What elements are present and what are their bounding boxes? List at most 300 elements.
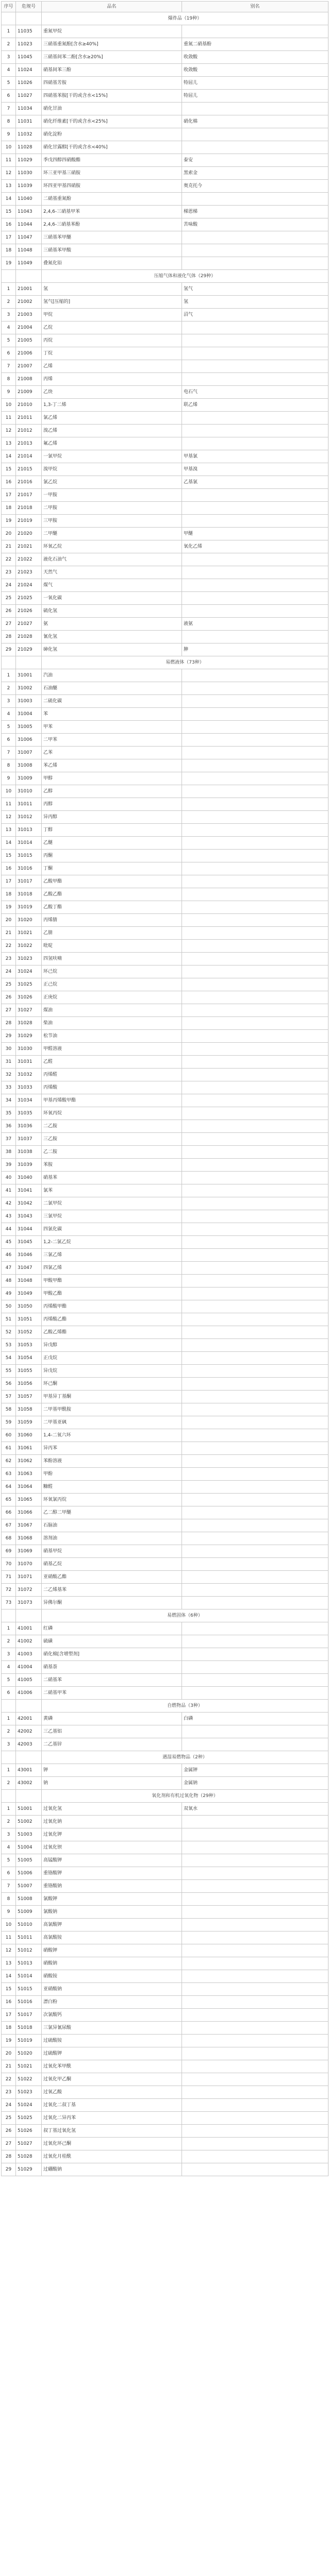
row-alias [182,1674,328,1687]
row-code: 31059 [16,1416,42,1429]
row-alias [182,1262,328,1275]
row-index: 21 [2,540,16,553]
row-code: 11034 [16,103,42,115]
table-row [2,1416,328,1429]
section-title: 易燃固体（6种） [42,1609,328,1622]
row-code: 11048 [16,244,42,257]
row-code: 51019 [16,2035,42,2047]
row-code: 21007 [16,360,42,373]
row-name: 二甲基甲酰胺 [42,1403,182,1416]
row-alias: 氧化乙烯 [182,540,328,553]
row-code: 51015 [16,1983,42,1996]
table-row [2,940,328,953]
row-index: 26 [2,2125,16,2138]
row-code: 11028 [16,141,42,154]
table-row [2,785,328,798]
row-index: 22 [2,940,16,953]
row-name: 硝酸钾 [42,1944,182,1957]
table-row [2,1519,328,1532]
row-name: 异佛尔酮 [42,1597,182,1609]
row-code: 21014 [16,450,42,463]
table-row [2,1494,328,1506]
row-alias [182,1378,328,1391]
row-index: 18 [2,888,16,901]
section-spacer [2,1751,16,1764]
row-code: 31043 [16,1210,42,1223]
row-alias [182,334,328,347]
row-code: 31033 [16,1081,42,1094]
table-row [2,502,328,515]
chemical-list-table [1,1,328,2176]
row-name: 高氯酸钾 [42,1919,182,1931]
section-header-row [2,1609,328,1622]
row-index: 4 [2,1661,16,1674]
row-code: 21011 [16,412,42,425]
row-alias [182,244,328,257]
row-name: 硫磺 [42,1635,182,1648]
row-alias [182,747,328,759]
section-title: 压缩气体和液化气体（29种） [42,270,328,283]
row-alias [182,1249,328,1262]
row-index: 16 [2,1996,16,2009]
row-alias [182,1648,328,1661]
row-name: 高氯酸铵 [42,1931,182,1944]
row-index: 15 [2,463,16,476]
section-header-row [2,1751,328,1764]
row-code: 21029 [16,643,42,656]
row-code: 21026 [16,605,42,618]
row-code: 31056 [16,1378,42,1391]
table-row [2,1313,328,1326]
row-code: 51021 [16,2060,42,2073]
row-code: 11032 [16,128,42,141]
row-index: 9 [2,386,16,399]
row-alias [182,1622,328,1635]
row-index: 69 [2,1545,16,1558]
row-index: 3 [2,1648,16,1661]
row-name: 乙酸甲酯 [42,875,182,888]
row-name: 重氮甲烷 [42,25,182,38]
row-code: 11024 [16,64,42,77]
table-row [2,1777,328,1790]
row-alias [182,1004,328,1017]
row-name: 乙醚 [42,837,182,850]
row-alias [182,1983,328,1996]
row-code: 11043 [16,206,42,218]
row-code: 51012 [16,1944,42,1957]
table-row [2,1184,328,1197]
row-alias: 胂 [182,643,328,656]
row-alias [182,1352,328,1365]
row-code: 42001 [16,1713,42,1725]
row-code: 31070 [16,1558,42,1571]
row-index: 51 [2,1313,16,1326]
row-alias [182,1481,328,1494]
row-code: 21015 [16,463,42,476]
row-index: 58 [2,1403,16,1416]
table-row [2,2099,328,2112]
row-index: 70 [2,1558,16,1571]
table-row [2,1107,328,1120]
row-index: 11 [2,154,16,167]
row-name: 过氧化甲乙酮 [42,2073,182,2086]
row-index: 4 [2,708,16,721]
row-name: 过氧化二异丙苯 [42,2112,182,2125]
row-alias [182,2047,328,2060]
row-name: 过氧化苯甲酰 [42,2060,182,2073]
row-alias [182,2099,328,2112]
row-alias [182,914,328,927]
row-index: 17 [2,875,16,888]
row-alias [182,1107,328,1120]
row-code: 51009 [16,1906,42,1919]
row-index: 52 [2,1326,16,1339]
row-name: 三硝基间苯二酚[含水≥20%] [42,51,182,64]
row-name: 四硝基苯胺[干的或含水<15%] [42,90,182,103]
table-row [2,1275,328,1287]
section-spacer [16,1609,42,1622]
row-index: 65 [2,1494,16,1506]
row-name: 过氧化氢 [42,1803,182,1816]
row-alias [182,1275,328,1287]
row-name: 过硫酸钾 [42,2047,182,2060]
row-alias [182,1494,328,1506]
row-code: 21001 [16,283,42,296]
row-code: 21012 [16,425,42,437]
row-name: 甲醇 [42,772,182,785]
table-row [2,64,328,77]
table-row [2,476,328,489]
row-index: 21 [2,2060,16,2073]
row-name: 三氯异氰尿酸 [42,2022,182,2035]
row-code: 51027 [16,2138,42,2150]
row-name: 二氯甲烷 [42,1197,182,1210]
row-index: 6 [2,1687,16,1700]
row-alias: 氢气 [182,283,328,296]
table-row [2,1957,328,1970]
row-name: 二硝基重氮酚 [42,193,182,206]
table-row [2,1146,328,1159]
row-name: 三硝基苯甲酸 [42,244,182,257]
row-name: 二乙胺 [42,1120,182,1133]
row-index: 61 [2,1442,16,1455]
row-index: 45 [2,1236,16,1249]
table-row [2,824,328,837]
table-row [2,978,328,991]
row-index: 27 [2,1004,16,1017]
row-alias [182,1081,328,1094]
table-row [2,334,328,347]
row-index: 1 [2,25,16,38]
row-name: 甲醛溶液 [42,1043,182,1056]
row-name: 砷化氢 [42,643,182,656]
row-index: 44 [2,1223,16,1236]
table-row [2,837,328,850]
row-code: 41006 [16,1687,42,1700]
row-name: 硝基苯 [42,1172,182,1184]
row-alias [182,772,328,785]
row-index: 20 [2,2047,16,2060]
row-index: 12 [2,425,16,437]
table-row [2,296,328,309]
row-index: 13 [2,180,16,193]
row-index: 11 [2,412,16,425]
row-alias [182,502,328,515]
row-name: 硝化淀粉 [42,128,182,141]
row-name: 四硝基芳胺 [42,77,182,90]
row-index: 9 [2,128,16,141]
table-row [2,231,328,244]
row-code: 31034 [16,1094,42,1107]
row-name: 丙醇 [42,798,182,811]
row-alias [182,2073,328,2086]
row-index: 5 [2,77,16,90]
row-index: 66 [2,1506,16,1519]
row-name: 环三亚甲基三硝胺 [42,167,182,180]
row-alias [182,1236,328,1249]
row-code: 43001 [16,1764,42,1777]
row-code: 11031 [16,115,42,128]
row-name: 丙烷 [42,334,182,347]
row-code: 31061 [16,1442,42,1455]
row-alias [182,708,328,721]
row-index: 8 [2,1893,16,1906]
row-alias [182,991,328,1004]
row-index: 29 [2,2163,16,2176]
table-row [2,1133,328,1146]
row-alias [182,1313,328,1326]
table-row [2,2060,328,2073]
row-alias: 双氧水 [182,1803,328,1816]
row-index: 36 [2,1120,16,1133]
row-code: 31002 [16,682,42,695]
row-alias [182,489,328,502]
row-index: 38 [2,1146,16,1159]
row-code: 51002 [16,1816,42,1828]
row-alias [182,2060,328,2073]
row-index: 46 [2,1249,16,1262]
row-index: 16 [2,862,16,875]
row-name: 漂白粉 [42,1996,182,2009]
row-name: 2,4,6-三硝基甲苯 [42,206,182,218]
table-row [2,2022,328,2035]
row-alias [182,695,328,708]
row-code: 21019 [16,515,42,528]
table-row [2,914,328,927]
row-index: 47 [2,1262,16,1275]
row-alias [182,1184,328,1197]
row-name: 硝化纤维素[干的或含水<25%] [42,115,182,128]
table-row [2,1919,328,1931]
row-name: 乙醛 [42,1056,182,1069]
table-row [2,425,328,437]
row-alias [182,721,328,734]
row-name: 氢气[压缩的] [42,296,182,309]
row-name: 三氯甲烷 [42,1210,182,1223]
row-alias: 泰安 [182,154,328,167]
row-name: 硝基间苯三酚 [42,64,182,77]
row-alias [182,1828,328,1841]
row-index: 25 [2,2112,16,2125]
row-code: 31010 [16,785,42,798]
row-index: 19 [2,901,16,914]
table-row [2,1056,328,1069]
row-alias [182,1339,328,1352]
row-code: 21023 [16,566,42,579]
row-name: 苯酚溶液 [42,1455,182,1468]
table-row [2,1197,328,1210]
row-index: 5 [2,1854,16,1867]
row-alias [182,850,328,862]
row-name: 过氧化钠 [42,1816,182,1828]
row-alias [182,1133,328,1146]
row-name: 甲基丙烯酸甲酯 [42,1094,182,1107]
table-row [2,965,328,978]
row-index: 4 [2,321,16,334]
row-index: 2 [2,1725,16,1738]
row-name: 煤气 [42,579,182,592]
row-name: 硫化氢 [42,605,182,618]
section-spacer [2,1609,16,1622]
table-row [2,1017,328,1030]
row-code: 31001 [16,669,42,682]
table-row [2,2125,328,2138]
table-row [2,1635,328,1648]
row-index: 5 [2,334,16,347]
row-alias: 苦味酸 [182,218,328,231]
row-name: 丙烯 [42,373,182,386]
section-title: 易燃液体（73种） [42,656,328,669]
row-code: 21010 [16,399,42,412]
row-alias [182,2112,328,2125]
row-name: 甲烷 [42,309,182,321]
table-row [2,51,328,64]
row-code: 51025 [16,2112,42,2125]
row-index: 10 [2,399,16,412]
section-header-row [2,656,328,669]
table-row [2,798,328,811]
header-alias: 别名 [182,2,328,12]
row-name: 丙烯醛 [42,1069,182,1081]
row-code: 51024 [16,2099,42,2112]
row-code: 31006 [16,734,42,747]
table-row [2,1300,328,1313]
row-index: 6 [2,1867,16,1880]
row-name: 钠 [42,1777,182,1790]
row-name: 亚硝酸乙酯 [42,1571,182,1584]
row-code: 11045 [16,51,42,64]
row-index: 22 [2,2073,16,2086]
row-name: 石油醚 [42,682,182,695]
table-row [2,927,328,940]
row-name: 吡啶 [42,940,182,953]
row-alias [182,1957,328,1970]
section-spacer [2,656,16,669]
row-name: 过氧化二叔丁基 [42,2099,182,2112]
row-index: 24 [2,965,16,978]
row-code: 51016 [16,1996,42,2009]
table-row [2,1081,328,1094]
table-row [2,1854,328,1867]
row-alias [182,1223,328,1236]
row-code: 31055 [16,1365,42,1378]
row-alias: 甲醚 [182,528,328,540]
row-index: 13 [2,1957,16,1970]
row-name: 三硝基苯甲醚 [42,231,182,244]
row-code: 51010 [16,1919,42,1931]
row-index: 5 [2,1674,16,1687]
row-code: 21005 [16,334,42,347]
table-row [2,1172,328,1184]
row-code: 31032 [16,1069,42,1081]
row-code: 51020 [16,2047,42,2060]
row-index: 23 [2,953,16,965]
row-alias [182,940,328,953]
table-row [2,1584,328,1597]
table-row [2,1970,328,1983]
row-index: 23 [2,566,16,579]
row-name: 乙酸乙烯酯 [42,1326,182,1339]
section-spacer [2,1700,16,1713]
row-index: 12 [2,167,16,180]
row-code: 31040 [16,1172,42,1184]
table-row [2,360,328,373]
row-name: 溴甲烷 [42,463,182,476]
section-title: 爆炸品（19种） [42,12,328,25]
row-code: 31057 [16,1391,42,1403]
table-row [2,991,328,1004]
row-name: 乙烯 [42,360,182,373]
row-name: 苯胺 [42,1159,182,1172]
table-row [2,1571,328,1584]
table-row [2,77,328,90]
row-name: 亚硝酸钠 [42,1983,182,1996]
row-name: 三硝基重氮酚[含水≥40%] [42,38,182,51]
row-index: 17 [2,2009,16,2022]
row-code: 31027 [16,1004,42,1017]
row-index: 20 [2,914,16,927]
row-name: 乙醇 [42,785,182,798]
row-name: 过硼酸钠 [42,2163,182,2176]
row-alias [182,1391,328,1403]
row-alias [182,1094,328,1107]
row-index: 15 [2,850,16,862]
table-row [2,283,328,296]
row-name: 甲酸甲酯 [42,1275,182,1287]
table-row [2,605,328,618]
table-row [2,1713,328,1725]
row-alias [182,734,328,747]
row-alias [182,412,328,425]
row-index: 6 [2,90,16,103]
row-alias [182,837,328,850]
row-index: 11 [2,798,16,811]
row-code: 11035 [16,25,42,38]
row-index: 48 [2,1275,16,1287]
table-row [2,540,328,553]
row-index: 60 [2,1429,16,1442]
row-index: 67 [2,1519,16,1532]
table-row [2,386,328,399]
table-row [2,643,328,656]
row-code: 31025 [16,978,42,991]
row-index: 71 [2,1571,16,1584]
table-row [2,1429,328,1442]
row-code: 42002 [16,1725,42,1738]
row-index: 13 [2,824,16,837]
row-alias [182,2035,328,2047]
section-header-row [2,270,328,283]
